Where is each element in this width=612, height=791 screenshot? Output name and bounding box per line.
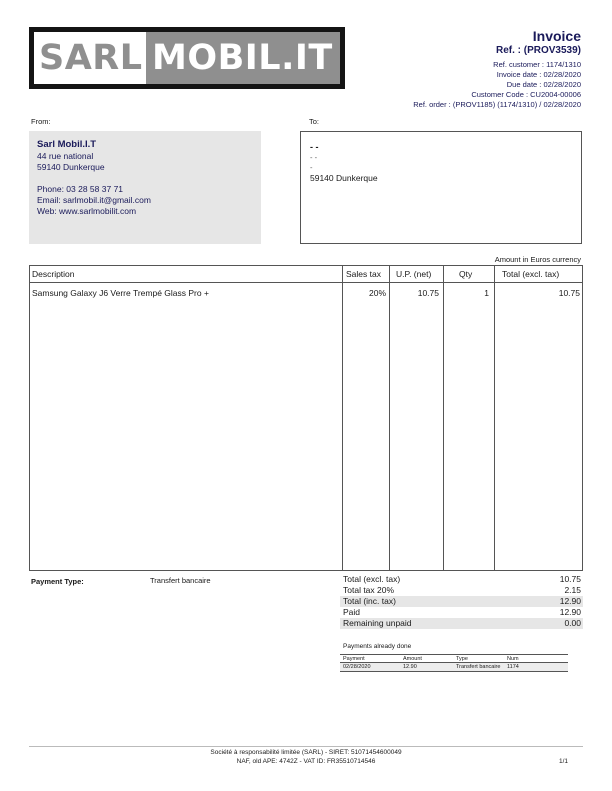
customer-code: Customer Code : CU2004-00006	[471, 90, 581, 99]
invoice-title: Invoice	[532, 28, 581, 44]
logo-text-mobilit: MOBIL.IT	[152, 38, 333, 78]
invoice-date: Invoice date : 02/28/2020	[496, 70, 581, 79]
footer-legal-line2: NAF, old APE: 4742Z - VAT ID: FR35510714546	[236, 758, 376, 765]
total-label: Remaining unpaid	[343, 618, 412, 628]
logo-text-sarl: SARL	[39, 38, 143, 78]
items-table	[29, 265, 583, 571]
total-label: Total tax 20%	[343, 585, 395, 595]
total-tax-row	[340, 585, 583, 596]
payment-num: 1174	[507, 664, 519, 670]
payment-date: 02/28/2020	[343, 664, 371, 670]
header-description: Description	[32, 269, 75, 279]
payments-header-row	[340, 654, 568, 663]
total-value: 10.75	[559, 574, 581, 584]
header-unit-price: U.P. (net)	[396, 269, 432, 279]
payments-header-num: Num	[507, 656, 519, 662]
item-sales-tax: 20%	[368, 288, 386, 298]
totals-block	[340, 574, 583, 629]
footer-legal-line1: Société à responsabilité limitée (SARL) - SIRET: 51071454600049	[210, 749, 402, 756]
item-qty: 1	[484, 288, 489, 298]
total-excl-tax-row	[340, 574, 583, 585]
payments-done-table	[340, 654, 568, 672]
payments-done-title: Payments already done	[343, 643, 412, 650]
item-description: Samsung Galaxy J6 Verre Trempé Glass Pro +	[32, 288, 209, 298]
item-total: 10.75	[558, 288, 580, 298]
sender-address-line1: 44 rue national	[37, 151, 94, 161]
recipient-line2: -	[310, 163, 313, 172]
sender-web: Web: www.sarlmobilit.com	[37, 206, 137, 216]
ref-order: Ref. order : (PROV1185) (1174/1310) / 02/28/2020	[413, 100, 581, 109]
logo-right-panel	[146, 32, 340, 84]
payments-header-amount: Amount	[403, 656, 422, 662]
header-qty: Qty	[459, 269, 473, 279]
recipient-name: - -	[310, 142, 319, 152]
logo-left-panel	[34, 32, 146, 84]
payment-type-label: Payment Type:	[31, 577, 84, 586]
sender-email: Email: sarlmobil.it@gmail.com	[37, 195, 151, 205]
sender-phone: Phone: 03 28 58 37 71	[37, 184, 124, 194]
sender-name: Sarl Mobil.I.T	[37, 139, 97, 150]
payment-type: Transfert bancaire	[456, 664, 501, 670]
sender-address-box	[29, 131, 261, 244]
table-header-divider	[30, 282, 582, 283]
payment-row	[340, 663, 568, 672]
ref-customer: Ref. customer : 1174/1310	[493, 60, 581, 69]
payments-header-type: Type	[456, 656, 468, 662]
to-label: To:	[309, 117, 320, 126]
remaining-unpaid-row	[340, 618, 583, 629]
total-value: 12.90	[559, 596, 581, 606]
payment-type-value: Transfert bancaire	[150, 576, 211, 585]
total-label: Paid	[343, 607, 361, 617]
payments-header-payment: Payment	[343, 656, 365, 662]
item-unit-price: 10.75	[417, 288, 439, 298]
recipient-city: 59140 Dunkerque	[310, 173, 378, 183]
company-logo	[29, 27, 345, 89]
payment-amount: 12.90	[403, 664, 417, 670]
total-value: 2.15	[564, 585, 581, 595]
paid-row	[340, 607, 583, 618]
column-divider	[443, 266, 444, 570]
currency-note: Amount in Euros currency	[494, 255, 581, 264]
column-divider	[342, 266, 343, 570]
from-label: From:	[31, 117, 51, 126]
header-sales-tax: Sales tax	[346, 269, 381, 279]
footer-divider	[29, 746, 583, 747]
total-value: 0.00	[564, 618, 581, 628]
invoice-header	[413, 28, 581, 110]
due-date: Due date : 02/28/2020	[506, 80, 581, 89]
column-divider	[494, 266, 495, 570]
page-number: 1/1	[558, 758, 568, 765]
invoice-ref: Ref. : (PROV3539)	[495, 45, 581, 56]
total-value: 12.90	[559, 607, 581, 617]
total-label: Total (excl. tax)	[343, 574, 401, 584]
total-inc-tax-row	[340, 596, 583, 607]
recipient-address-box	[300, 131, 582, 244]
header-total-excl-tax: Total (excl. tax)	[502, 269, 560, 279]
column-divider	[389, 266, 390, 570]
recipient-line1: - -	[310, 153, 318, 162]
total-label: Total (inc. tax)	[343, 596, 396, 606]
sender-address-line2: 59140 Dunkerque	[37, 162, 105, 172]
